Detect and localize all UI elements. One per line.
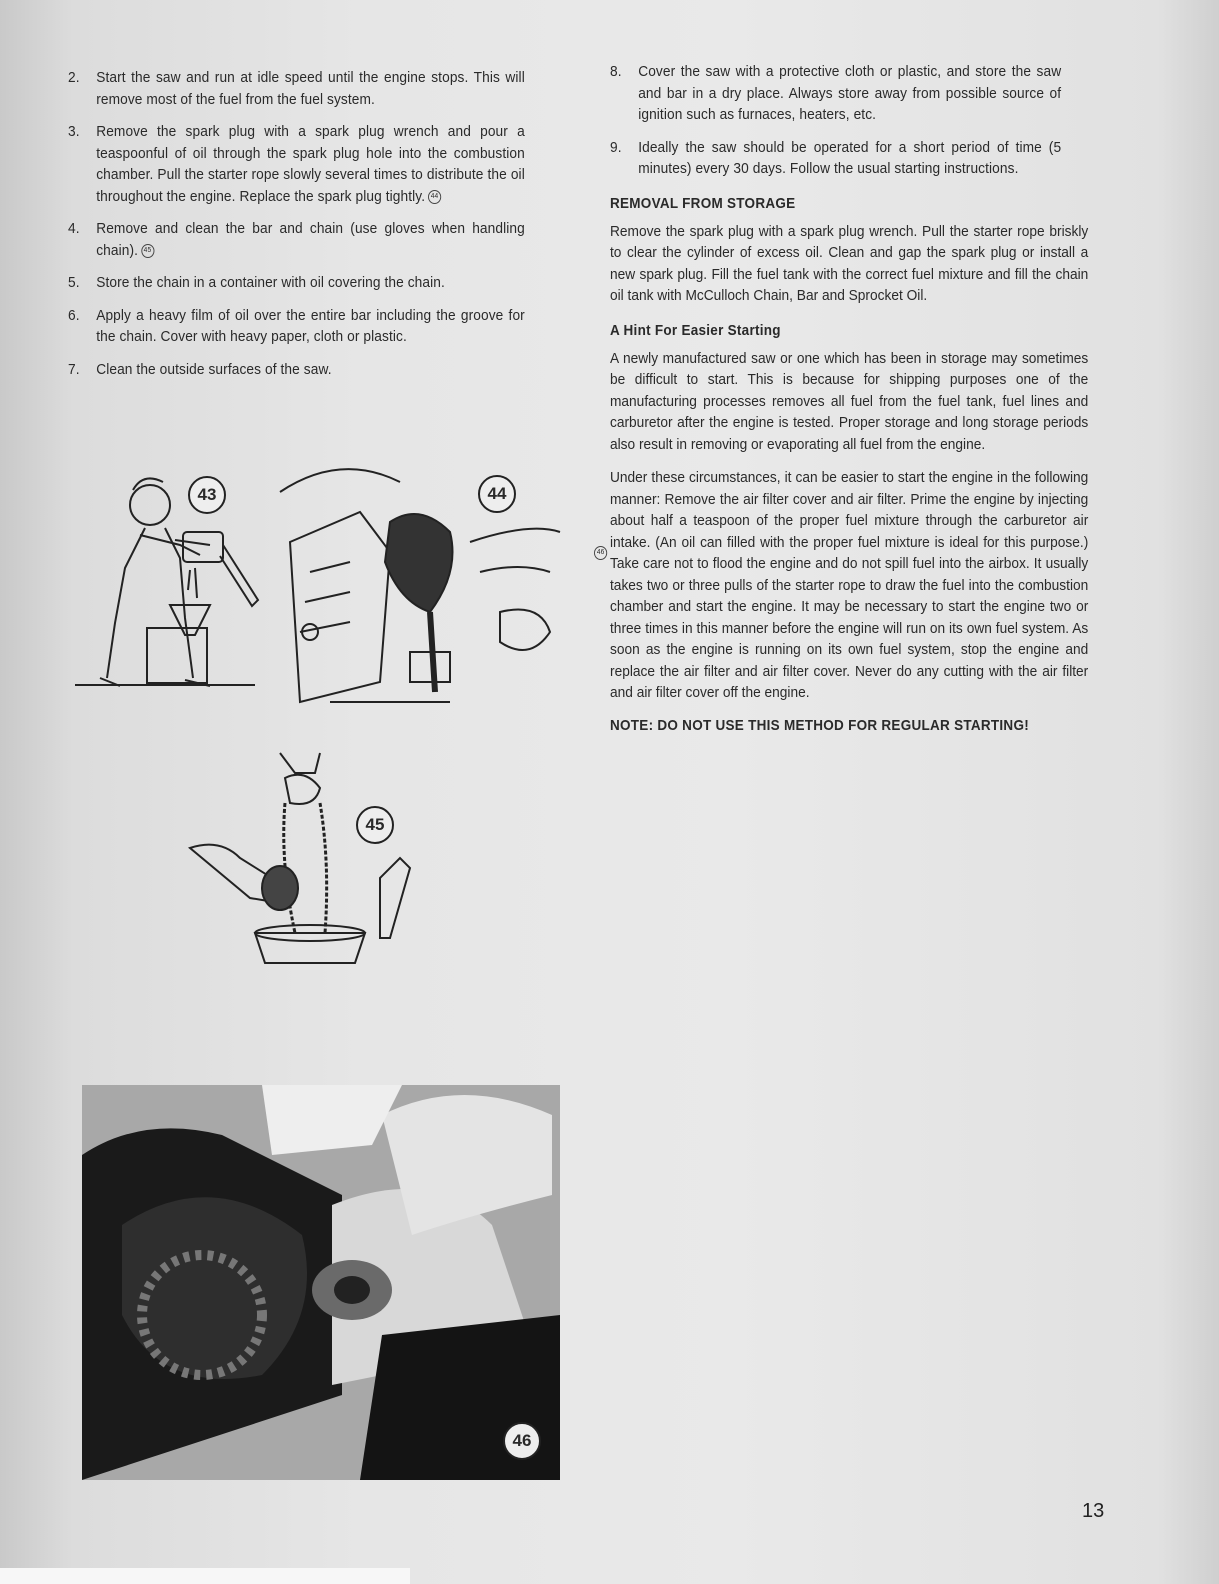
saw-carburetor-photo (82, 1085, 560, 1480)
figure-45-label: 45 (356, 806, 394, 844)
removal-paragraph: Remove the spark plug with a spark plug wrench. Pull the starter rope briskly to clear the cylinder of excess oil. Clean and gap the spark plug or install a new spark plug. Fill the fuel tank with the correct fuel mixture and fill the chain oil tank with McCulloch Chain, Bar and Sprocket Oil. (610, 223, 1089, 304)
page-number: 13 (1082, 1500, 1105, 1522)
note-warning: NOTE: DO NOT USE THIS METHOD FOR REGULAR STARTING! (610, 716, 1029, 734)
hint-paragraph-2-text: Under these circumstances, it can be easier to start the engine in the following manner: Remove the air filter cover and air filter. Prime the engine by injecting about half a teaspoon of the proper fuel mixture through the carburetor air intake. (An oil can filled with the proper fuel mixture is ideal for this purpose.) Take care not to flood the engine and do not spill fuel into the airbox. It usually takes two or three pulls of the starter rope to draw the fuel into the combustion chamber and start the engine. It may be necessary to start the engine two or three times in this manner before the engine will run on its own fuel system. As soon as the engine is running on its own fuel system, stop the engine and replace the air filter and air filter cover. Never do any cutting with the air filter and air filter cover off the engine. (610, 470, 1089, 701)
item-number: 6. (68, 307, 80, 324)
item-number: 8. (610, 64, 622, 80)
item-number: 2. (68, 70, 80, 86)
list-item (68, 360, 525, 382)
figure-44-illustration (270, 462, 570, 717)
hint-heading: A Hint For Easier Starting (610, 321, 781, 339)
oil-pouring-engine-drawing (270, 462, 570, 717)
figure-46-photo (82, 1085, 560, 1480)
item-text: Apply a heavy film of oil over the entire bar including the groove for the chain. Cover with heavy paper, cloth or plastic. (96, 307, 525, 345)
left-column (68, 68, 554, 392)
hint-paragraph-2 (596, 468, 1089, 705)
list-item (68, 273, 525, 295)
item-text: Store the chain in a container with oil covering the chain. (96, 275, 445, 291)
item-text: Remove and clean the bar and chain (use gloves when handling chain). (96, 221, 525, 259)
item-number: 7. (68, 361, 80, 378)
list-item (68, 219, 525, 262)
item-text: Remove the spark plug with a spark plug wrench and pour a teaspoonful of oil through the spark plug hole into the combustion chamber. Pull the starter rope slowly several times to distribute the oil throughout the engine. Replace the spark plug tightly. (96, 124, 525, 205)
item-number: 9. (610, 139, 622, 156)
list-item (610, 62, 1061, 127)
figure-45-illustration (180, 748, 420, 978)
list-item (68, 68, 525, 111)
figure-reference: 46 (594, 546, 607, 560)
item-text: Cover the saw with a protective cloth or plastic, and store the saw and bar in a dry place. Always store away from possible source of ignition such as furnaces, heaters, etc. (638, 64, 1062, 123)
man-draining-fuel-drawing (55, 460, 265, 695)
list-item (610, 138, 1061, 181)
figure-43-label: 43 (188, 476, 226, 514)
figure-reference: 45 (141, 244, 154, 258)
item-text: Clean the outside surfaces of the saw. (96, 361, 332, 378)
item-text: Ideally the saw should be operated for a short period of time (5 minutes) every 30 days. Follow the usual starting instructions. (638, 139, 1062, 177)
scan-edge-strip (0, 1568, 410, 1584)
right-column (596, 62, 1090, 734)
item-number: 5. (68, 275, 80, 291)
chain-cleaning-drawing (180, 748, 420, 978)
list-item (68, 306, 525, 349)
list-item (68, 122, 525, 208)
figure-46-label: 46 (503, 1422, 541, 1460)
item-number: 3. (68, 124, 80, 140)
figure-43-illustration (55, 460, 265, 695)
removal-from-storage-heading: REMOVAL FROM STORAGE (610, 194, 796, 212)
figure-44-label: 44 (478, 475, 516, 513)
figure-reference: 44 (428, 190, 441, 204)
item-text: Start the saw and run at idle speed until the engine stops. This will remove most of the fuel from the fuel system. (96, 70, 525, 108)
hint-paragraph-1: A newly manufactured saw or one which has been in storage may sometimes be difficult to start. This is because for shipping purposes one of the manufacturing processes removes all fuel from the fuel tank, fuel lines and carburetor after the engine is tested. Proper storage and long storage periods also result in removing or evaporating all fuel from the engine. (610, 350, 1089, 453)
item-number: 4. (68, 221, 80, 237)
